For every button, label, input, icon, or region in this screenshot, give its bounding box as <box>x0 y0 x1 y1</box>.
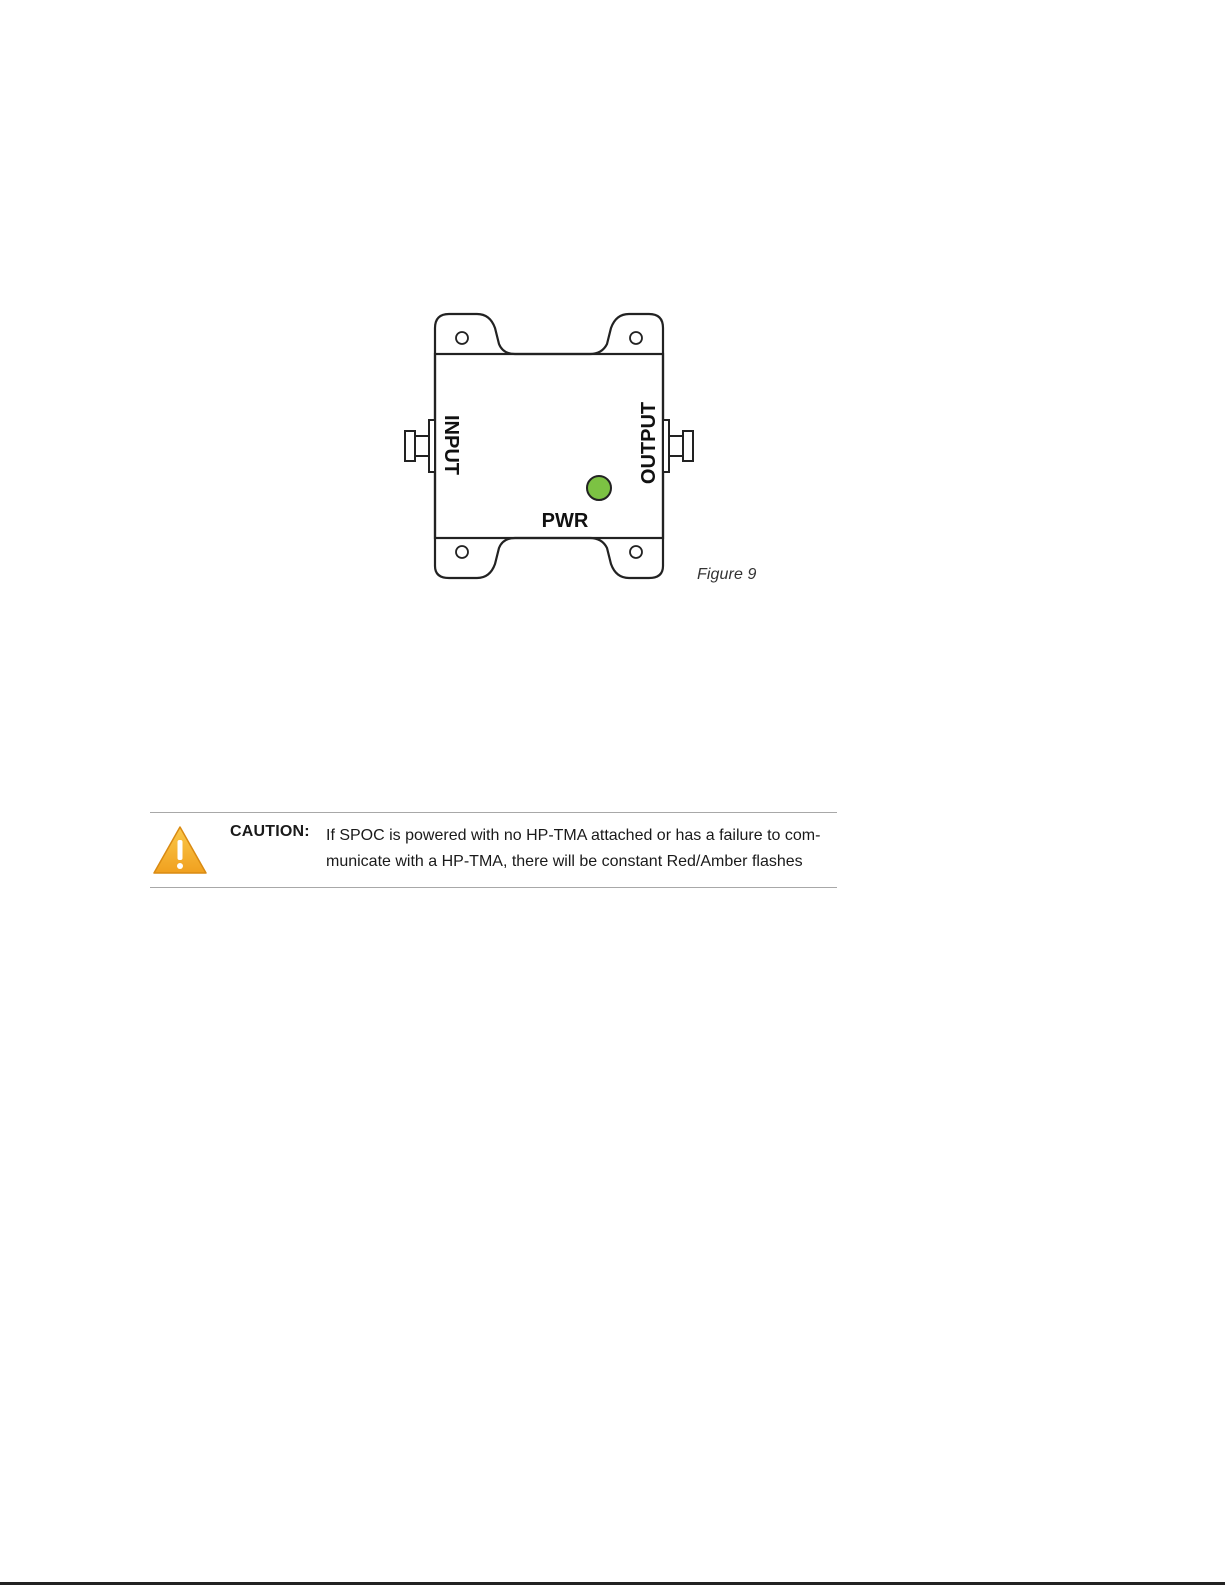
mounting-hole-icon <box>630 332 642 344</box>
device-body <box>435 314 663 354</box>
output-connector-icon <box>663 420 693 472</box>
caution-text <box>326 823 836 875</box>
warning-triangle-icon <box>152 824 208 876</box>
mounting-hole-icon <box>630 546 642 558</box>
input-connector-icon <box>405 420 435 472</box>
pwr-label: PWR <box>541 510 589 532</box>
figure-caption: Figure 9 <box>697 566 757 583</box>
mounting-hole-icon <box>456 332 468 344</box>
input-label: INPUT <box>440 415 462 475</box>
output-label: OUTPUT <box>638 401 660 485</box>
led-indicator-icon <box>587 476 611 500</box>
caution-label: CAUTION: <box>230 823 310 840</box>
device-figure <box>395 308 765 598</box>
caution-text-line: municate with a HP-TMA, there will be constant Red/Amber flashes <box>326 853 803 870</box>
mounting-hole-icon <box>456 546 468 558</box>
device-body-bottom <box>435 535 663 578</box>
spoc-device-diagram <box>395 308 765 598</box>
caution-text-line: If SPOC is powered with no HP-TMA attached or has a failure to com- <box>326 827 821 844</box>
caution-box <box>150 812 837 888</box>
